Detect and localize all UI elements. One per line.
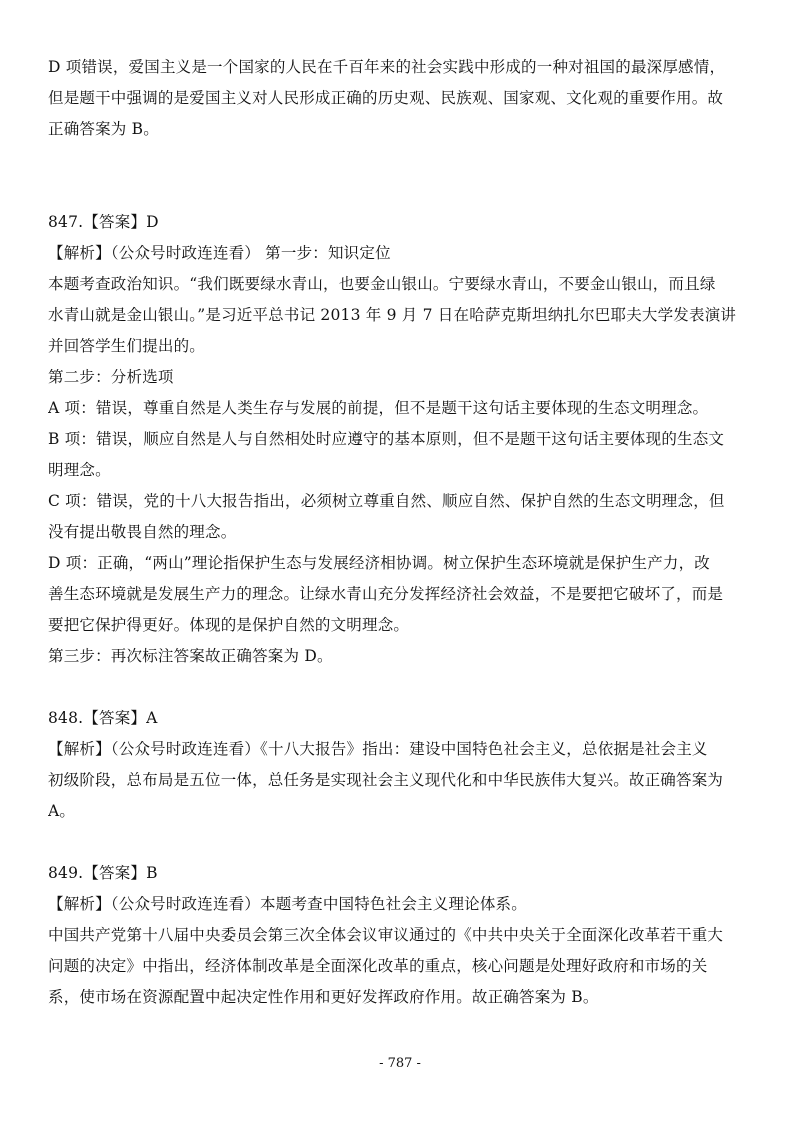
q847-option-d-line-2: 善生态环境就是发展生产力的理念。让绿水青山充分发挥经济社会效益，不是要把它破坏了，而是 — [48, 585, 724, 603]
spacer — [48, 176, 760, 207]
q847-line-2: 水青山就是金山银山。”是习近平总书记 2013 年 9 月 7 日在哈萨克斯坦纳扎尔巴耶夫大学发表演讲 — [48, 306, 737, 324]
q847-option-c-line-2: 没有提出敬畏自然的理念。 — [48, 523, 237, 541]
q847-option-a: A 项：错误，尊重自然是人类生存与发展的前提，但不是题干这句话主要体现的生态文明理念。 — [48, 399, 709, 417]
q849-line-4: 系，使市场在资源配置中起决定性作用和更好发挥政府作用。故正确答案为 B。 — [48, 988, 599, 1006]
q847-analysis-heading: 【解析】（公众号时政连连看） 第一步：知识定位 — [48, 244, 391, 262]
q849-answer: 849.【答案】B — [48, 864, 158, 882]
intro-line-3: 正确答案为 B。 — [48, 120, 159, 138]
q849-line-2: 中国共产党第十八届中央委员会第三次全体会议审议通过的《中共中央关于全面深化改革若干重大 — [48, 926, 724, 944]
q849-line-1: 【解析】（公众号时政连连看）本题考查中国特色社会主义理论体系。 — [48, 895, 527, 913]
q847-answer: 847.【答案】D — [48, 213, 159, 231]
q848-line-2: 初级阶段，总布局是五位一体，总任务是实现社会主义现代化和中华民族伟大复兴。故正确答案为 — [48, 771, 724, 789]
q849-line-3: 问题的决定》中指出，经济体制改革是全面深化改革的重点，核心问题是处理好政府和市场的关 — [48, 957, 708, 975]
q847-step-3: 第三步：再次标注答案故正确答案为 D。 — [48, 647, 333, 665]
page-number: - 787 - — [379, 1056, 421, 1071]
q847-line-3: 并回答学生们提出的。 — [48, 337, 206, 355]
q847-option-d-line-3: 要把它保护得更好。体现的是保护自然的文明理念。 — [48, 616, 410, 634]
q847-option-c-line-1: C 项：错误，党的十八大报告指出，必须树立尊重自然、顺应自然、保护自然的生态文明理念，但 — [48, 492, 725, 510]
spacer — [48, 672, 760, 703]
q847-option-b-line-2: 明理念。 — [48, 461, 111, 479]
q847-step-2: 第二步：分析选项 — [48, 368, 174, 386]
intro-line-1: D 项错误，爱国主义是一个国家的人民在千百年来的社会实践中形成的一种对祖国的最深厚感情， — [48, 58, 726, 76]
intro-line-2: 但是题干中强调的是爱国主义对人民形成正确的历史观、民族观、国家观、文化观的重要作用。故 — [48, 89, 724, 107]
spacer — [48, 827, 760, 858]
q848-line-1: 【解析】（公众号时政连连看）《十八大报告》指出：建设中国特色社会主义，总依据是社会主义 — [48, 740, 708, 758]
q847-option-d-line-1: D 项：正确，“两山”理论指保护生态与发展经济相协调。树立保护生态环境就是保护生产力，改 — [48, 554, 711, 572]
q847-line-1: 本题考查政治知识。“我们既要绿水青山，也要金山银山。宁要绿水青山，不要金山银山，而且绿 — [48, 275, 716, 293]
q848-line-3: A。 — [48, 802, 76, 820]
q847-option-b-line-1: B 项：错误，顺应自然是人与自然相处时应遵守的基本原则，但不是题干这句话主要体现的生态文 — [48, 430, 725, 448]
spacer — [48, 145, 760, 176]
q848-answer: 848.【答案】A — [48, 709, 158, 727]
document-page — [48, 52, 760, 1013]
